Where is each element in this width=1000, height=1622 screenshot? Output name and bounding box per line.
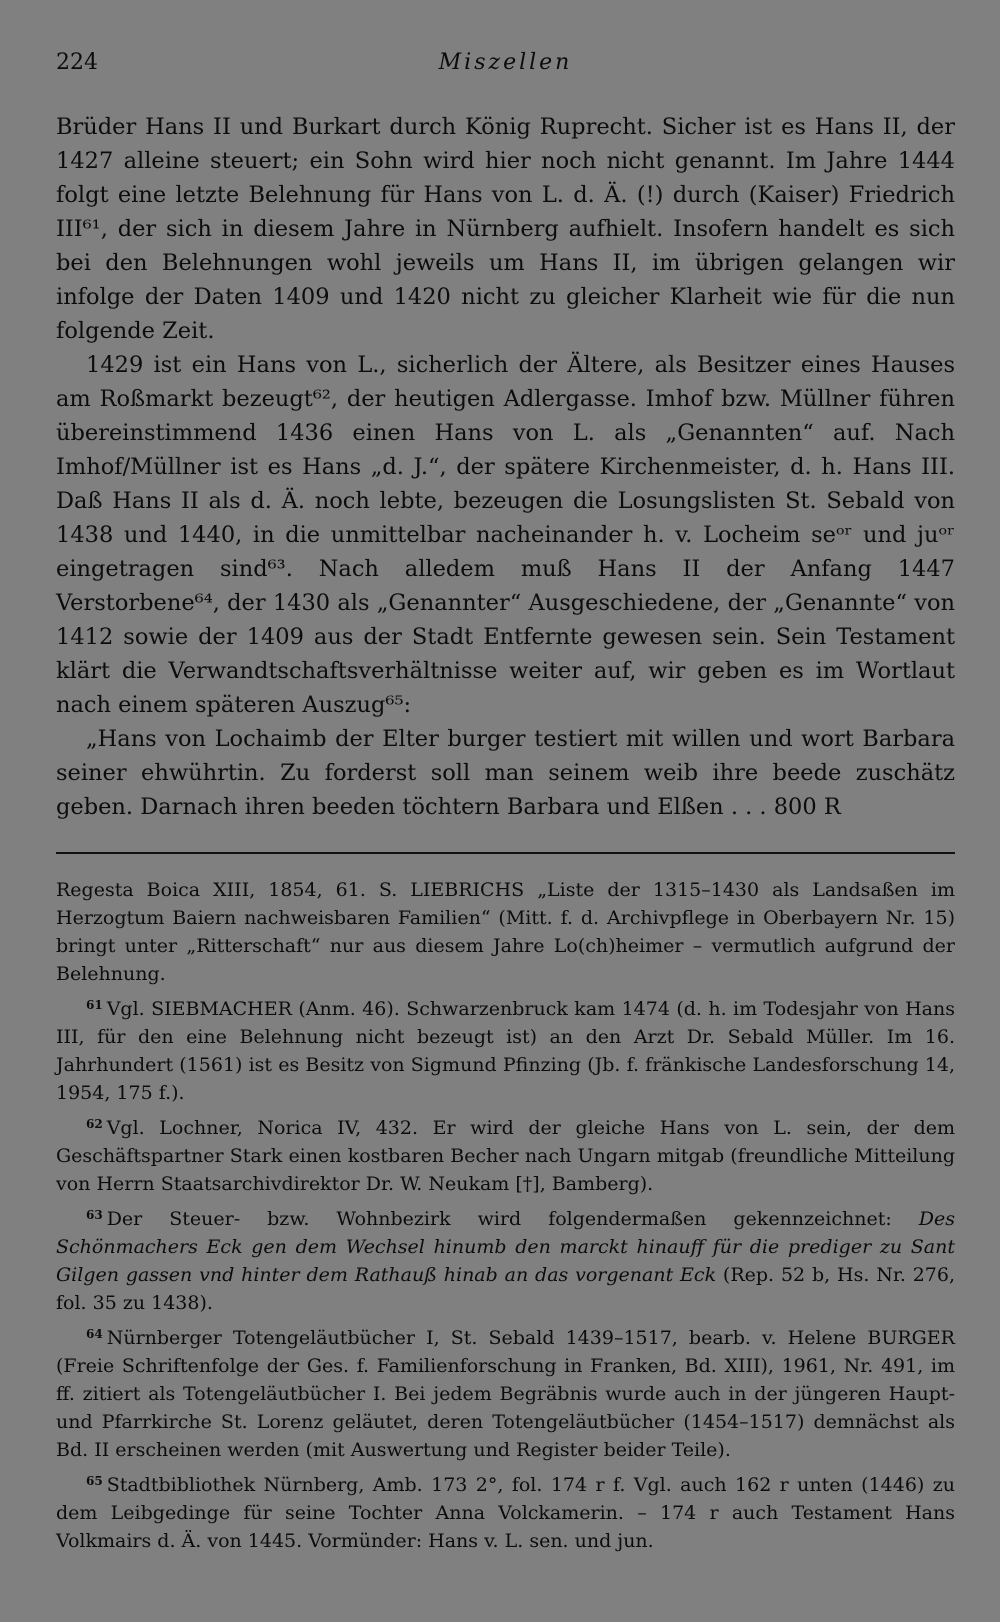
footnote-divider <box>56 852 955 854</box>
paragraph: Brüder Hans II und Burkart durch König Ruprecht. Sicher ist es Hans II, der 1427 alleine steuert; ein Sohn wird hier noch nicht genannt. Im Jahre 1444 folgt eine letzte Belehnung für Hans von L. d. Ä. (!) durch (Kaiser) Friedrich III⁶¹, der sich in diesem Jahre in Nürnberg aufhielt. Insofern handelt es sich bei den Belehnungen wohl jeweils um Hans II, im übrigen gelangen wir infolge der Daten 1409 und 1420 nicht zu gleicher Klarheit wie für die nun folgende Zeit. <box>56 114 955 344</box>
running-title: Miszellen <box>438 50 573 75</box>
footnote-64 <box>56 1320 955 1464</box>
footnote-number: 65 <box>86 1474 103 1488</box>
footnote-text: Der Steuer- bzw. Wohnbezirk wird folgendermaßen gekennzeichnet: <box>106 1208 919 1230</box>
footnote-number: 64 <box>86 1327 103 1341</box>
footnote-62 <box>56 1110 955 1198</box>
footnote-61 <box>56 991 955 1107</box>
footnote-number: 63 <box>86 1208 103 1222</box>
footnote-text: Vgl. Lochner, Norica IV, 432. Er wird der gleiche Hans von L. sein, der dem Geschäftspartner Stark einen kostbaren Becher nach Ungarn mitgab (freundliche Mitteilung von Herrn Staatsarchivdirektor Dr. W. Neukam [†], Bamberg). <box>56 1117 955 1195</box>
footnote-number: 62 <box>86 1117 103 1131</box>
main-text <box>56 110 955 824</box>
footnote-number: 61 <box>86 998 103 1012</box>
paragraph: 1429 ist ein Hans von L., sicherlich der Ältere, als Besitzer eines Hauses am Roßmarkt bezeugt⁶², der heutigen Adlergasse. Imhof bzw. Müllner führen übereinstimmend 1436 einen Hans von L. als „Genannten“ auf. Nach Imhof/Müllner ist es Hans „d. J.“, der spätere Kirchenmeister, d. h. Hans III. Daß Hans II als d. Ä. noch lebte, bezeugen die Losungslisten St. Sebald von 1438 und 1440, in die unmittelbar nacheinander h. v. Locheim seᵒʳ und juᵒʳ eingetragen sind⁶³. Nach alledem muß Hans II der Anfang 1447 Verstorbene⁶⁴, der 1430 als „Genannter“ Ausgeschiedene, der „Genannte“ von 1412 sowie der 1409 aus der Stadt Entfernte gewesen sein. Sein Testament klärt die Verwandtschaftsverhältnisse weiter auf, wir geben es im Wortlaut nach einem späteren Auszug⁶⁵: <box>56 352 955 718</box>
footnote-text: (Rep. 52 b, Hs. Nr. 276, fol. 35 zu 1438). <box>56 1264 956 1314</box>
footnote-65 <box>56 1467 955 1555</box>
page-number: 224 <box>56 50 98 75</box>
footnote-text: Vgl. SIEBMACHER (Anm. 46). Schwarzenbruck kam 1474 (d. h. im Todesjahr von Hans III, für den eine Belehnung nicht bezeugt ist) an den Arzt Dr. Sebald Müller. Im 16. Jahrhundert (1561) ist es Besitz von Sigmund Pfinzing (Jb. f. fränkische Landesforschung 14, 1954, 175 f.). <box>56 998 955 1104</box>
quotation-paragraph: „Hans von Lochaimb der Elter burger testiert mit willen und wort Barbara seiner ehwührtin. Zu forderst soll man seinem weib ihre beede zuschätz geben. Darnach ihren beeden töchtern Barbara und Elßen . . . 800 R <box>56 726 955 820</box>
footnote-continuation: Regesta Boica XIII, 1854, 61. S. LIEBRICHS „Liste der 1315–1430 als Landsaßen im Herzogtum Baiern nachweisbaren Familien“ (Mitt. f. d. Archivpflege in Oberbayern Nr. 15) bringt unter „Ritterschaft“ nur aus diesem Jahre Lo(ch)heimer – vermutlich aufgrund der Belehnung. <box>56 879 955 985</box>
footnote-text: Stadtbibliothek Nürnberg, Amb. 173 2°, fol. 174 r f. Vgl. auch 162 r unten (1446) zu dem Leibgedinge für seine Tochter Anna Volckamerin. – 174 r auch Testament Hans Volkmairs d. Ä. von 1445. Vormünder: Hans v. L. sen. und jun. <box>56 1474 955 1552</box>
footnotes <box>56 876 955 1558</box>
footnote-63 <box>56 1201 955 1317</box>
footnote-quote: Des Schönmachers Eck gen dem Wechsel hinumb den marckt hinauff für die prediger zu Sant Gilgen gassen vnd hinter dem Rathauß hinab an das vorgenant Eck <box>56 1208 955 1286</box>
page-header <box>56 50 955 86</box>
footnote-text: Nürnberger Totengeläutbücher I, St. Sebald 1439–1517, bearb. v. Helene BURGER (Freie Schriftenfolge der Ges. f. Familienforschung in Franken, Bd. XIII), 1961, Nr. 491, im ff. zitiert als Totengeläutbücher I. Bei jedem Begräbnis wurde auch in der jüngeren Haupt- und Pfarrkirche St. Lorenz geläutet, deren Totengeläutbücher (1454–1517) demnächst als Bd. II erscheinen werden (mit Auswertung und Register beider Teile). <box>56 1327 955 1461</box>
